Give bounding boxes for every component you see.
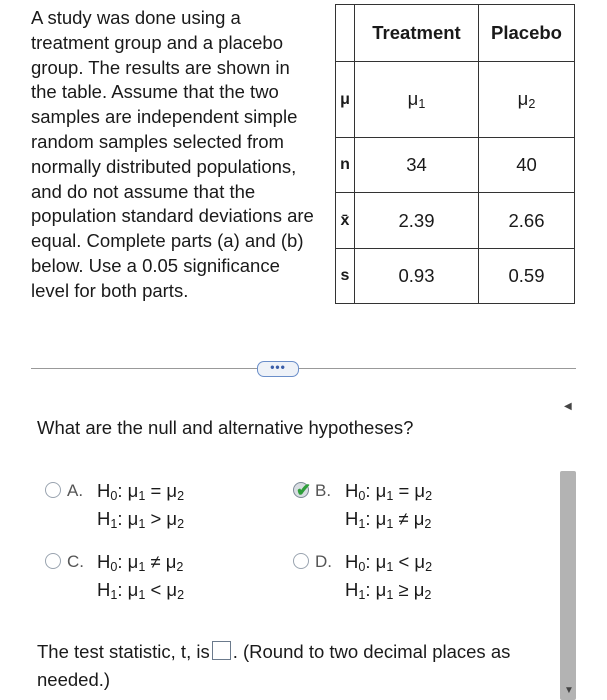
alternative-hypothesis: $H_1$: $\mu_1 < \mu_2$ bbox=[97, 579, 185, 603]
problem-line: normally distributed populations, bbox=[31, 155, 297, 177]
problem-line: below. Use a 0.05 significance bbox=[31, 254, 280, 276]
test-statistic-input[interactable] bbox=[212, 641, 231, 660]
scroll-thumb[interactable] bbox=[560, 471, 576, 700]
expand-more-button[interactable]: ••• bbox=[257, 361, 299, 377]
problem-line: group. The results are shown in bbox=[31, 56, 290, 78]
problem-line: population standard deviations are bbox=[31, 205, 314, 227]
table-cell: 2.39 bbox=[355, 193, 479, 249]
scrollbar[interactable] bbox=[560, 401, 576, 700]
table-cell: 0.93 bbox=[355, 249, 479, 304]
row-label-mu: μ bbox=[336, 62, 355, 138]
radio-button[interactable] bbox=[45, 482, 61, 498]
test-statistic-prompt bbox=[37, 638, 557, 694]
problem-statement bbox=[31, 6, 336, 304]
null-hypothesis: $H_0$: $\mu_1 \ne \mu_2$ bbox=[97, 551, 184, 575]
problem-line: equal. Complete parts (a) and (b) bbox=[31, 230, 304, 252]
table-cell: 0.59 bbox=[479, 249, 575, 304]
problem-line: treatment group and a placebo bbox=[31, 31, 283, 53]
null-hypothesis: $H_0$: $\mu_1 = \mu_2$ bbox=[97, 480, 185, 504]
row-label-s: s bbox=[336, 249, 355, 304]
table-cell: 34 bbox=[355, 138, 479, 193]
radio-button[interactable] bbox=[45, 553, 61, 569]
option-letter: A. bbox=[67, 481, 84, 500]
problem-line: random samples selected from bbox=[31, 130, 284, 152]
prompt-prefix: The test statistic, t, is bbox=[37, 641, 210, 662]
column-header-treatment: Treatment bbox=[355, 5, 479, 62]
alternative-hypothesis: $H_1$: $\mu_1 \ge \mu_2$ bbox=[345, 579, 432, 603]
alternative-hypothesis: $H_1$: $\mu_1 > \mu_2$ bbox=[97, 508, 185, 532]
problem-line: samples are independent simple bbox=[31, 106, 298, 128]
question-text: What are the null and alternative hypotheses? bbox=[37, 417, 414, 438]
section-divider bbox=[31, 368, 576, 369]
table-cell: $\mu_1$ bbox=[355, 62, 479, 138]
null-hypothesis: $H_0$: $\mu_1 < \mu_2$ bbox=[345, 551, 433, 575]
option-hypotheses bbox=[97, 548, 184, 604]
alternative-hypothesis: $H_1$: $\mu_1 \ne \mu_2$ bbox=[345, 508, 432, 532]
prompt-suffix: . (Round to two decimal places as needed.) bbox=[37, 641, 511, 690]
option-hypotheses bbox=[345, 548, 432, 604]
checkmark-icon: ✔ bbox=[296, 480, 312, 500]
data-table bbox=[335, 4, 575, 304]
row-label-n: n bbox=[336, 138, 355, 193]
problem-line: level for both parts. bbox=[31, 279, 189, 301]
radio-button[interactable] bbox=[293, 553, 309, 569]
problem-line: and do not assume that the bbox=[31, 180, 256, 202]
option-hypotheses bbox=[97, 477, 184, 533]
option-letter: B. bbox=[315, 481, 332, 500]
problem-line: the table. Assume that the two bbox=[31, 81, 279, 103]
option-letter: C. bbox=[67, 552, 84, 571]
null-hypothesis: $H_0$: $\mu_1 = \mu_2$ bbox=[345, 480, 433, 504]
problem-line: A study was done using a bbox=[31, 7, 241, 28]
row-label-xbar: x̄ bbox=[336, 193, 355, 249]
table-cell: $\mu_2$ bbox=[479, 62, 575, 138]
table-cell: 40 bbox=[479, 138, 575, 193]
scroll-down-arrow-icon[interactable]: ▼ bbox=[564, 685, 574, 696]
column-header-placebo: Placebo bbox=[479, 5, 575, 62]
table-corner bbox=[336, 5, 355, 62]
table-cell: 2.66 bbox=[479, 193, 575, 249]
scroll-up-arrow-icon[interactable]: ◀ bbox=[564, 401, 572, 412]
option-letter: D. bbox=[315, 552, 332, 571]
option-hypotheses bbox=[345, 477, 432, 533]
